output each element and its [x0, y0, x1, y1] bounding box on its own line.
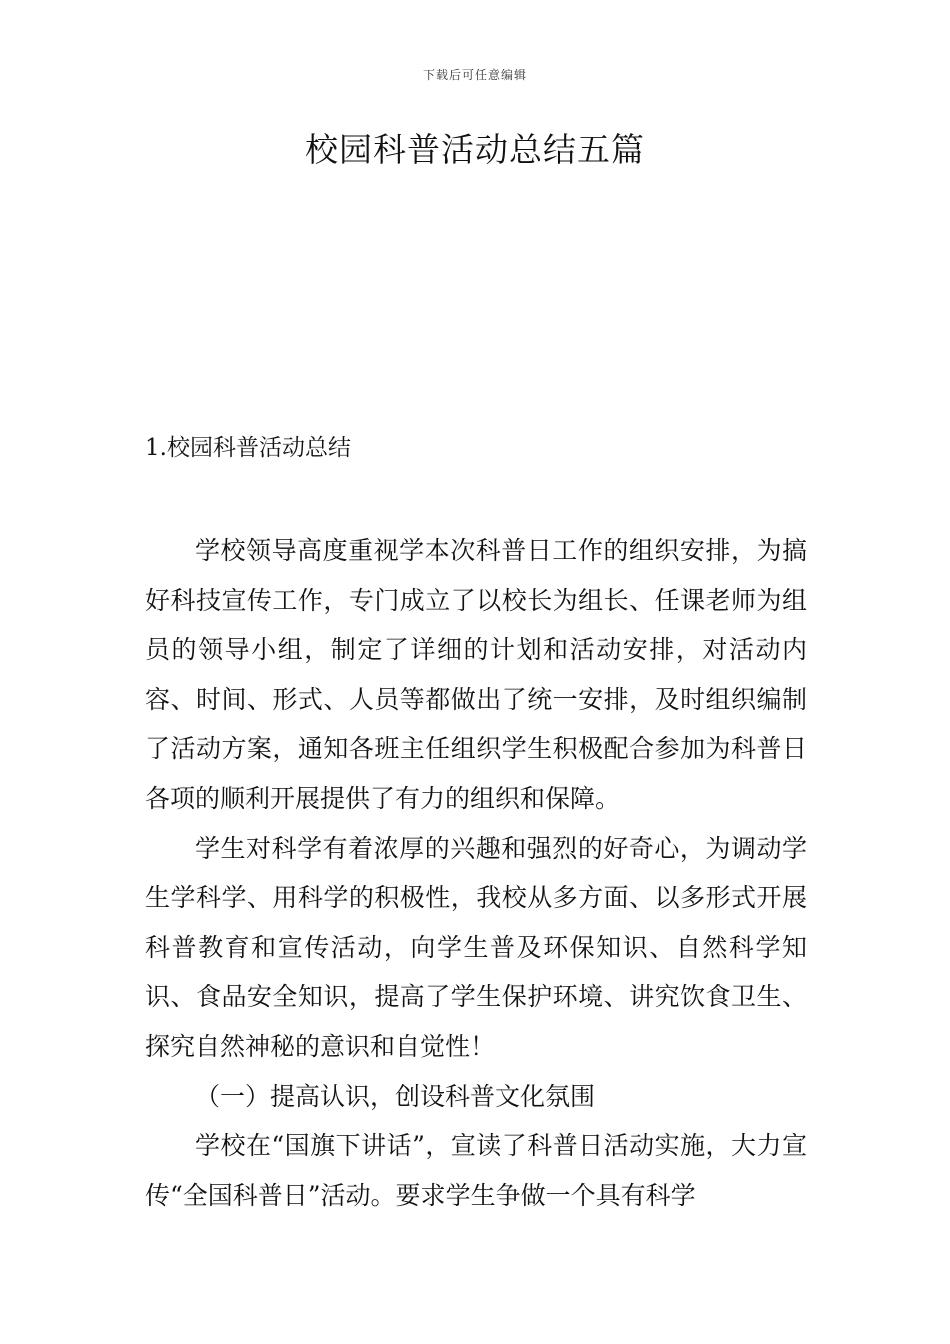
document-title: 校园科普活动总结五篇: [305, 130, 645, 169]
section-heading: 1.校园科普活动总结: [145, 435, 351, 461]
paragraph-2: 学生对科学有着浓厚的兴趣和强烈的好奇心，为调动学生学科学、用科学的积极性，我校从多方面、以多形式开展科普教育和宣传活动，向学生普及环保知识、自然科学知识、食品安全知识，提高了学生保护环境、讲究饮食卫生、探究自然神秘的意识和自觉性！: [145, 833, 807, 1061]
header-note: 下载后可任意编辑: [422, 68, 527, 82]
paragraph-3: 学校在“国旗下讲话”，宣读了科普日活动实施，大力宣传“全国科普日”活动。要求学生争做一个具有科学: [145, 1131, 807, 1210]
sub-heading-1: （一）提高认识，创设科普文化氛围: [195, 1081, 596, 1111]
document-body: [145, 526, 807, 1220]
paragraph-1: 学校领导高度重视学本次科普日工作的组织安排，为搞好科技宣传工作，专门成立了以校长为组长、任课老师为组员的领导小组，制定了详细的计划和活动安排，对活动内容、时间、形式、人员等都做出了统一安排，及时组织编制了活动方案，通知各班主任组织学生积极配合参加为科普日各项的顺利开展提供了有力的组织和保障。: [145, 536, 807, 813]
